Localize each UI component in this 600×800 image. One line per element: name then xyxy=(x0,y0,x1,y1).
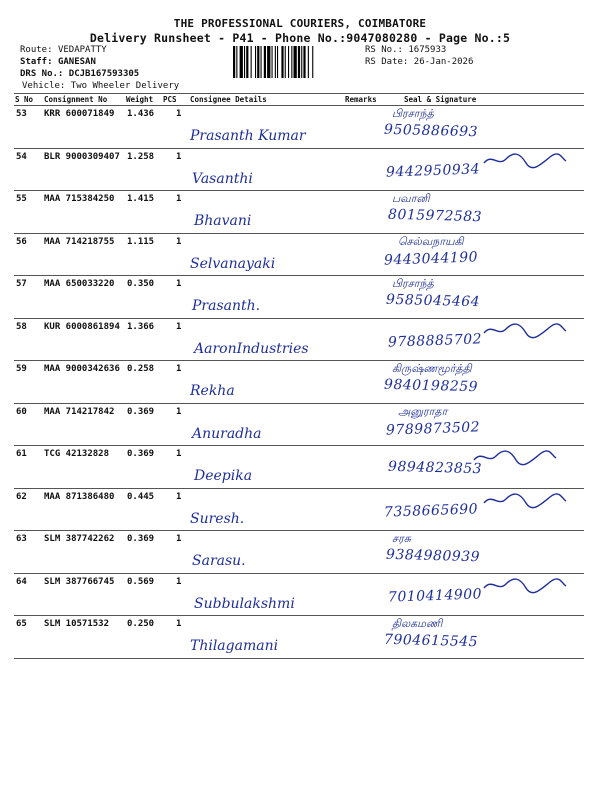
drs-info xyxy=(20,69,139,80)
company-title: THE PROFESSIONAL COURIERS, COIMBATORE xyxy=(173,17,427,30)
row-weight: 1.366 xyxy=(127,321,155,332)
row-consignment-no: MAA 714218755 xyxy=(44,236,115,247)
row-phone: 9840198259 xyxy=(383,376,479,396)
row-weight: 0.369 xyxy=(127,449,155,459)
barcode-bar xyxy=(277,46,278,78)
row-phone: 9585045464 xyxy=(385,291,481,311)
row-divider xyxy=(14,658,584,659)
barcode-bar xyxy=(301,46,302,78)
row-consignment-no: SLM 10571532 xyxy=(44,619,110,629)
signature-scribble xyxy=(480,576,570,594)
rs-number-value: 1675933 xyxy=(408,45,447,55)
rs-date-info xyxy=(365,57,473,68)
barcode-bar xyxy=(312,46,313,78)
row-signature: கிருஷ்ணமூர்த்தி xyxy=(392,362,472,375)
rs-date-value: 26-Jan-2026 xyxy=(413,57,474,67)
rs-number-label: RS No.: xyxy=(365,45,403,55)
row-consignment-no: KUR 6000861894 xyxy=(44,321,120,332)
row-consignee-name: Bhavani xyxy=(194,213,252,229)
route-info xyxy=(20,45,107,56)
table-row xyxy=(0,404,600,447)
row-sno: 59 xyxy=(16,364,27,374)
row-signature: பிரசாந்த் xyxy=(392,277,434,290)
row-consignee-name: Deepika xyxy=(194,468,253,484)
row-phone: 7010414900 xyxy=(387,585,483,606)
signature-scribble xyxy=(480,321,570,339)
row-pcs: 1 xyxy=(176,619,182,629)
row-weight: 0.569 xyxy=(127,576,155,587)
table-row xyxy=(0,319,600,362)
row-consignee-name: Anuradha xyxy=(192,425,262,442)
staff-label: Staff: xyxy=(20,57,53,67)
table-row xyxy=(0,106,600,149)
row-pcs: 1 xyxy=(176,279,182,289)
table-row xyxy=(0,531,600,574)
row-sno: 53 xyxy=(16,109,27,119)
barcode-bar xyxy=(281,46,283,78)
row-consignee-name: AaronIndustries xyxy=(194,340,309,357)
table-row xyxy=(0,276,600,319)
row-pcs: 1 xyxy=(176,109,182,119)
vehicle-info xyxy=(22,81,179,92)
table-row xyxy=(0,361,600,404)
row-consignee-name: Rekha xyxy=(190,383,235,399)
barcode-bar xyxy=(246,46,248,78)
table-row xyxy=(0,489,600,532)
row-sno: 62 xyxy=(16,491,27,502)
col-header-consignment: Consignment No xyxy=(44,95,108,104)
col-header-pcs: PCS xyxy=(163,95,177,104)
row-sno: 65 xyxy=(16,619,27,629)
row-signature: பிரசாந்த் xyxy=(392,107,434,120)
barcode-bar xyxy=(251,46,252,78)
col-header-consignee: Consignee Details xyxy=(190,95,267,104)
drs-value: DCJB167593305 xyxy=(68,69,140,79)
barcode-bar xyxy=(308,46,309,78)
row-consignment-no: SLM 387742262 xyxy=(44,534,115,544)
rs-number-info xyxy=(365,45,446,56)
barcode-bar xyxy=(267,46,270,78)
row-sno: 60 xyxy=(16,406,27,417)
row-phone: 8015972583 xyxy=(387,206,483,226)
row-consignment-no: KRR 600071849 xyxy=(44,109,115,119)
row-weight: 0.369 xyxy=(127,534,155,544)
drs-label: DRS No.: xyxy=(20,69,64,79)
barcode-bar xyxy=(233,46,235,78)
staff-value: GANESAN xyxy=(57,57,96,67)
rs-date-label: RS Date: xyxy=(365,57,409,67)
row-consignment-no: TCG 42132828 xyxy=(44,449,110,459)
barcode-bar xyxy=(272,46,273,78)
barcode-bar xyxy=(288,46,289,78)
row-pcs: 1 xyxy=(176,364,182,374)
row-consignee-name: Prasanth Kumar xyxy=(190,128,306,144)
row-sno: 63 xyxy=(16,534,27,544)
row-consignee-name: Sarasu. xyxy=(192,553,246,569)
row-signature: அனுராதா xyxy=(398,404,448,418)
row-consignee-name: Vasanthi xyxy=(192,170,253,187)
barcode-bar xyxy=(257,46,259,78)
row-signature: செல்வநாயகி xyxy=(398,234,464,248)
row-pcs: 1 xyxy=(176,576,182,587)
row-consignment-no: MAA 650033220 xyxy=(44,279,115,289)
barcode-bar xyxy=(236,46,237,78)
row-weight: 1.115 xyxy=(127,236,155,247)
row-consignment-no: MAA 871386480 xyxy=(44,491,115,502)
row-consignee-name: Thilagamani xyxy=(190,638,279,654)
barcode-bar xyxy=(294,46,297,78)
signature-scribble xyxy=(470,448,560,466)
row-pcs: 1 xyxy=(176,151,182,162)
barcode-bar xyxy=(255,46,256,78)
row-sno: 58 xyxy=(16,321,27,332)
vehicle-label: Vehicle: xyxy=(22,81,66,91)
row-consignee-name: Prasanth. xyxy=(192,298,261,314)
route-label: Route: xyxy=(20,45,53,55)
table-row xyxy=(0,446,600,489)
row-signature: பவானி xyxy=(392,192,430,205)
row-sno: 54 xyxy=(16,151,27,162)
col-header-remarks: Remarks xyxy=(345,95,377,104)
row-phone: 9894823853 xyxy=(387,458,483,478)
row-phone: 7904615545 xyxy=(383,631,479,651)
row-pcs: 1 xyxy=(176,406,182,417)
table-row xyxy=(0,191,600,234)
staff-info xyxy=(20,57,96,68)
row-pcs: 1 xyxy=(176,236,182,247)
table-row xyxy=(0,149,600,192)
row-sno: 56 xyxy=(16,236,27,247)
row-weight: 0.369 xyxy=(127,406,155,417)
row-phone: 9788885702 xyxy=(387,330,483,351)
row-signature: திலகமணி xyxy=(392,617,443,630)
row-pcs: 1 xyxy=(176,534,182,544)
vehicle-value: Two Wheeler Delivery xyxy=(70,81,180,91)
row-weight: 1.436 xyxy=(127,109,155,119)
row-sno: 61 xyxy=(16,449,27,459)
row-weight: 1.258 xyxy=(127,151,155,162)
table-row xyxy=(0,574,600,617)
signature-scribble xyxy=(480,491,570,509)
header-top-rule xyxy=(14,93,584,94)
row-sno: 64 xyxy=(16,576,27,587)
row-phone: 9442950934 xyxy=(385,160,481,181)
row-consignment-no: BLR 9000309407 xyxy=(44,151,120,162)
barcode-image xyxy=(233,46,361,78)
row-phone: 9505886693 xyxy=(383,121,479,141)
col-header-seal: Seal & Signature xyxy=(404,95,477,104)
row-weight: 0.250 xyxy=(127,619,155,629)
row-consignment-no: MAA 9000342636 xyxy=(44,364,120,374)
row-pcs: 1 xyxy=(176,449,182,459)
row-sno: 57 xyxy=(16,279,27,289)
barcode-bar xyxy=(303,46,305,78)
row-pcs: 1 xyxy=(176,491,182,502)
row-consignment-no: MAA 714217842 xyxy=(44,406,115,417)
row-pcs: 1 xyxy=(176,321,182,332)
route-value: VEDAPATTY xyxy=(57,45,107,55)
barcode-bar xyxy=(298,46,300,78)
row-weight: 0.445 xyxy=(127,491,155,502)
row-phone: 9443044190 xyxy=(383,248,479,269)
row-weight: 0.258 xyxy=(127,364,155,374)
row-consignment-no: MAA 715384250 xyxy=(44,194,115,204)
row-signature: சரசு xyxy=(392,532,411,545)
row-weight: 1.415 xyxy=(127,194,155,204)
barcode-bar xyxy=(244,46,245,78)
row-phone: 7358665690 xyxy=(383,500,479,521)
row-phone: 9789873502 xyxy=(385,418,481,439)
table-row xyxy=(0,234,600,277)
barcode-bar xyxy=(264,46,266,78)
signature-scribble xyxy=(480,151,570,169)
row-consignee-name: Subbulakshmi xyxy=(194,595,295,612)
col-header-sno: S No xyxy=(15,95,34,104)
row-consignment-no: SLM 387766745 xyxy=(44,576,115,587)
barcode-bar xyxy=(261,46,262,78)
barcode-bar xyxy=(240,46,243,78)
runsheet-subtitle: Delivery Runsheet - P41 - Phone No.:9047080280 - Page No.:5 xyxy=(89,31,511,45)
table-row xyxy=(0,616,600,659)
row-consignee-name: Suresh. xyxy=(190,510,245,527)
row-pcs: 1 xyxy=(176,194,182,204)
row-sno: 55 xyxy=(16,194,27,204)
barcode-bar xyxy=(285,46,286,78)
row-consignee-name: Selvanayaki xyxy=(190,255,276,272)
barcode-bar xyxy=(291,46,292,78)
col-header-weight: Weight xyxy=(126,95,154,104)
row-phone: 9384980939 xyxy=(385,546,481,566)
row-weight: 0.350 xyxy=(127,279,155,289)
barcode-bar xyxy=(275,46,276,78)
